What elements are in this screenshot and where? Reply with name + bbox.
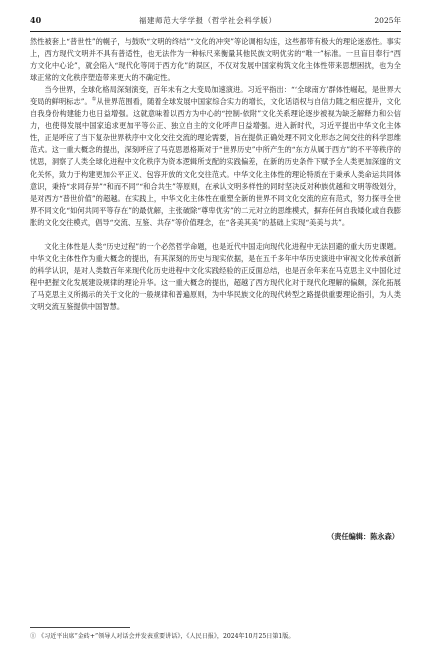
year-issue: 2025年: [374, 15, 401, 25]
paragraph-1: 然性被套上“普世性”的幌子，与鼓吹“文明的终结”“文化的冲突”等论调相勾连，这些都带有极大的理论迷惑性。事实上，西方现代文明并不具有普适性，也无法作为一种标尺来衡量其他民族文明优劣的“唯一”标准。一旦盲目奉行“西方文化中心论”，就会陷入“现代化等同于西方化”的误区，不仅对发展中国家构筑文化主体性带来思想困扰，也为全球正常的文化秩序塑造带来更大的不确定性。: [30, 37, 401, 83]
paragraph-2-text-a: 当今世界，全球化格局深刻演变，百年未有之大变局加速演进。习近平指出：“‘全球南方’群体性崛起，是世界大变局的鲜明标志”。: [30, 85, 401, 107]
paragraph-3: 文化主体性是人类“历史过程”的一个必然哲学命题，也是近代中国走向现代化进程中无法回避的重大历史课题。中华文化主体性作为重大概念的提出，有其深刻的历史与现实依据，是在五千多年中华历史演进中审视文化传承创新的科学认识，是对人类数百年来现代化历史进程中文化实践经验的正反面总结，也是百余年来在马克思主义中国化过程中把握文化发展建设规律的理论升华。这一重大概念的提出，超越了西方现代化对于现代化理解的偏颇，深化拓展了马克思主义所揭示的关于文化的一般规律和普遍原则，为中华民族文化的现代转型之路提供重要理论指引，为人类文明交流互鉴提供中国智慧。: [30, 241, 401, 311]
article-body: [30, 36, 401, 313]
paragraph-2: [30, 84, 401, 229]
footnote: ① 《习近平出席“金砖+”领导人对话会并发表重要讲话》，《人民日报》，2024年10月25日第1版。: [30, 633, 295, 640]
paragraph-2-text-b: 从世界范围看，随着全球发展中国家综合实力的增长，文化话语权与自信力随之相应提升，文化自我身份构建能力也日益增强。这就意味着以西方为中心的“控制-依附”文化关系理论逐步被视为缺乏解释力和公信力，也使得发展中国家追求更加平等公正、独立自主的文化呼声日益增强。进入新时代，习近平提出中华文化主体性，正是呼应了当下复杂世界秩序中文化交往交流的理论需要，旨在提供正确处理不同文化形态之间交往的科学思维范式。这一重大概念的提出，深刻呼应了马克思恩格斯对于“世界历史”中所产生的“东方从属于西方”的不平等秩序的忧思，洞察了人类全球化进程中文化秩序为资本逻辑所支配的实践偏差，在新的历史条件下赋予全人类更加深邃的文化关怀，致力于构建更加公平正义、包容开放的文化交往范式。中华文化主体性的理论特质在于秉承人类命运共同体意识，秉持“求同存异”“和而不同”“和合共生”等原则，在承认文明多样性的同时坚决反对种族优越和文明等级划分，是对西方“普世价值”的超越。在实践上，中华文化主体性在重塑全新的世界不同文化交流的应有范式，努力探寻全世界不同文化“如何共同平等存在”的最优解，主张破除“尊卑优劣”的二元对立的思维模式，摒弃任何自我矮化或自我膨胀的文化交往模式，倡导“交流、互鉴、共存”等价值理念，在“各美其美”的基础上实现“美美与共”。: [30, 97, 401, 227]
footnote-divider: [30, 627, 130, 628]
page-number: 40: [30, 15, 42, 25]
journal-title: 福建师范大学学报（哲学社会科学版）: [138, 15, 277, 25]
footnote-marker[interactable]: ①: [91, 96, 97, 103]
responsible-editor: （责任编辑：陈永森）: [327, 532, 399, 541]
running-header: [30, 12, 401, 32]
